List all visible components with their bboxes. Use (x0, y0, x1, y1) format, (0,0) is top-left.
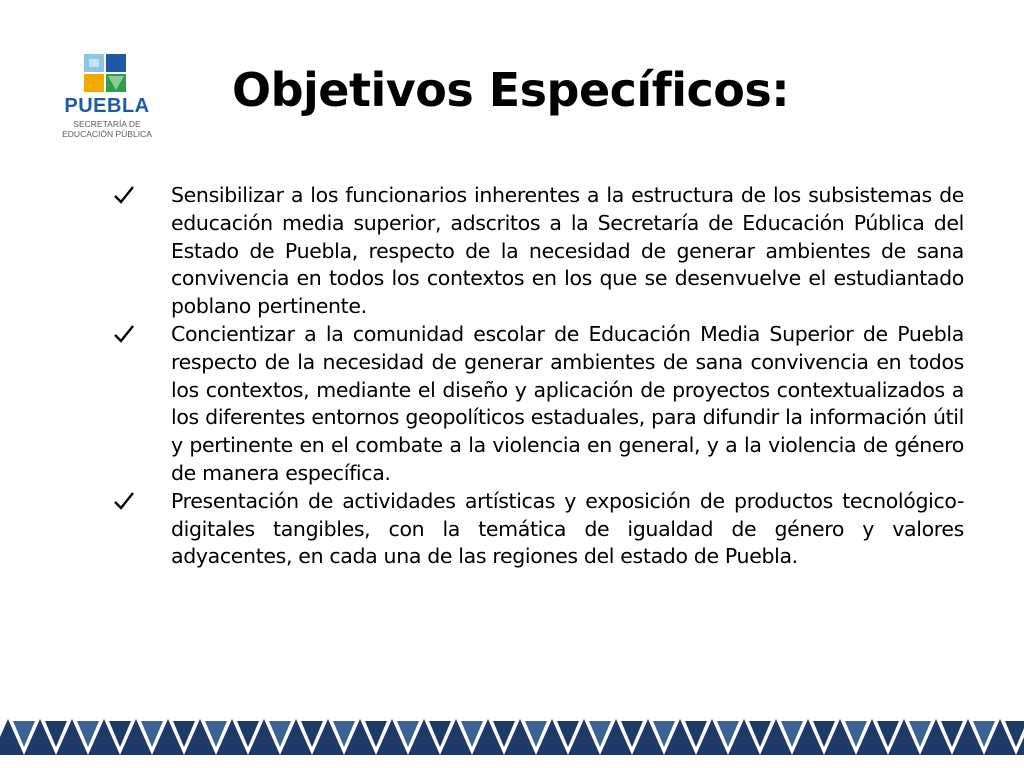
objectives-list (112, 182, 964, 571)
slide-title: Objetivos Específicos: (232, 63, 790, 117)
checkmark-icon (112, 183, 136, 207)
objective-text: Sensibilizar a los funcionarios inherentes a la estructura de los subsistemas de educación media superior, adscritos a la Secretaría de Educación Pública del Estado de Puebla, respecto de la necesidad de generar ambientes de sana convivencia en todos los contextos en los que se desenvuelve el estudiantado poblano pertinente. (171, 183, 964, 319)
logo-subtitle (52, 119, 162, 139)
logo-subtitle-line-2: EDUCACIÓN PÚBLICA (62, 129, 152, 139)
checkmark-icon (112, 489, 136, 513)
objective-text: Presentación de actividades artísticas y exposición de productos tecnológico-digitales tangibles, con la temática de igualdad de género y valores adyacentes, en cada una de las regiones del estado de Puebla. (171, 488, 964, 569)
objective-item (112, 321, 964, 488)
objective-text: Concientizar a la comunidad escolar de Educación Media Superior de Puebla respecto de la necesidad de generar ambientes de sana convivencia en todos los contextos, mediante el diseño y aplicación de proyectos contextualizados a los diferentes entornos geopolíticos estaduales, para difundir la información útil y pertinente en el combate a la violencia en general, y a la violencia de género de manera específica. (171, 321, 964, 485)
objective-item (112, 182, 964, 321)
logo-subtitle-line-1: SECRETARÍA DE (73, 119, 141, 129)
logo-wordmark: PUEBLA (64, 95, 150, 117)
objective-item (112, 488, 964, 571)
puebla-sep-logo (52, 50, 162, 146)
puebla-logo-mark-icon (82, 52, 130, 94)
decorative-triangle-band (0, 715, 1024, 755)
checkmark-icon (112, 322, 136, 346)
